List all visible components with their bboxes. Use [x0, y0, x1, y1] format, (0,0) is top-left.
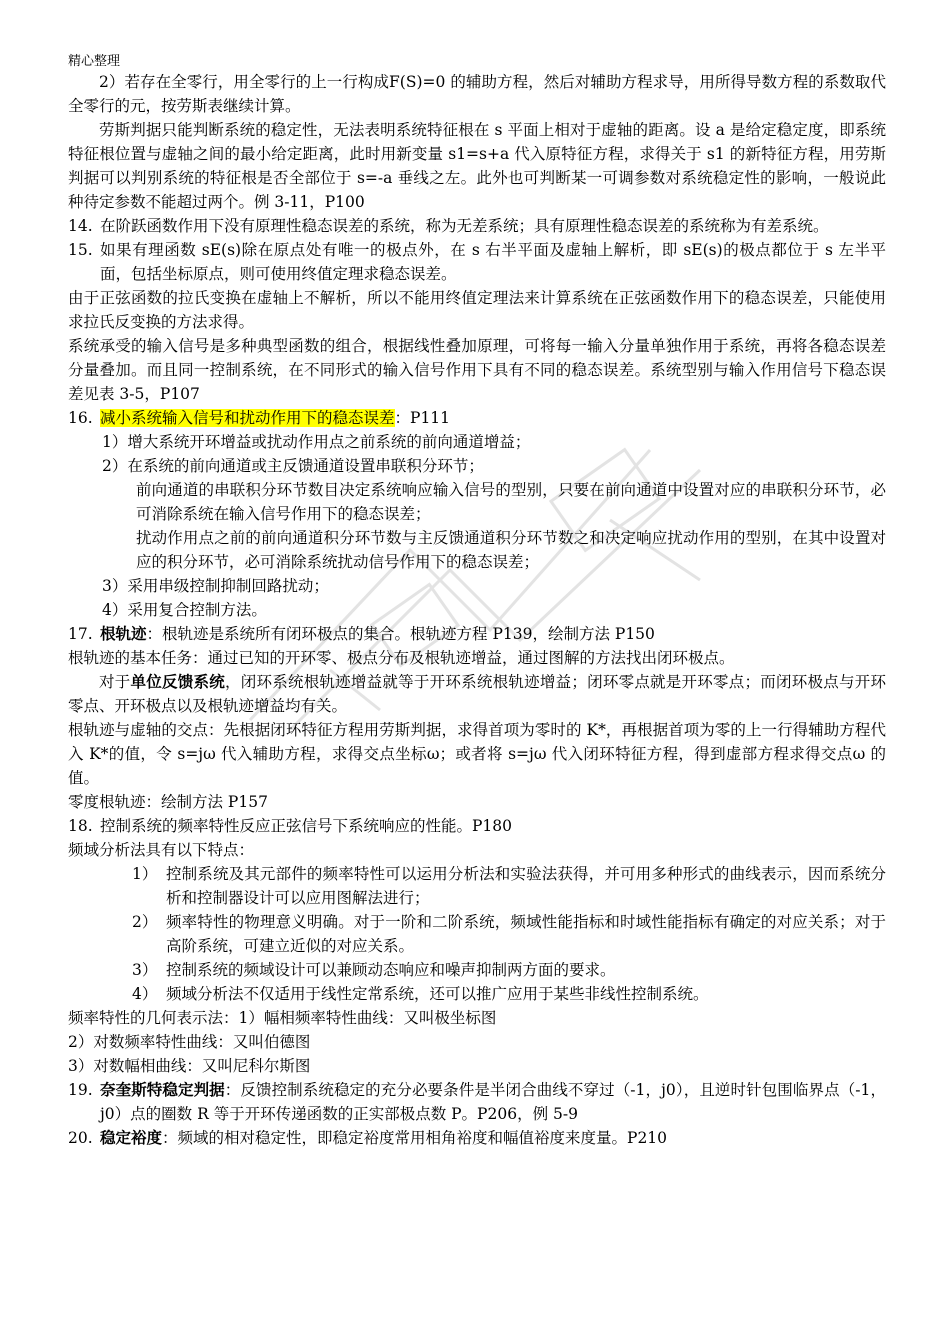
frequency-intro-paragraph: 频域分析法具有以下特点：: [68, 841, 255, 859]
feature-number: 1）: [132, 865, 158, 883]
item-text: 在阶跃函数作用下没有原理性稳态误差的系统，称为无差系统；具有原理性稳态误差的系统称为有差系统。: [100, 217, 829, 235]
bold-term: 稳定裕度: [100, 1129, 163, 1147]
bold-term: 奈奎斯特稳定判据: [100, 1081, 225, 1099]
geometric-representation-2: 2）对数频率特性曲线：又叫伯德图: [68, 1033, 311, 1051]
feature-number: 3）: [132, 961, 158, 979]
page-header: 精心整理: [68, 54, 121, 69]
feature-text: 频域分析法不仅适用于线性定常系统，还可以推广应用于某些非线性控制系统。: [166, 985, 709, 1003]
item-number: 14.: [68, 217, 93, 235]
item-text: 如果有理函数 sE(s)除在原点处有唯一的极点外，在 s 右半平面及虚轴上解析，即 sE(s)的极点都位于 s 左半平面，包括坐标原点，则可使用终值定理求稳态误差。: [100, 241, 886, 283]
bold-term: 根轨迹: [100, 625, 147, 643]
feature-text: 控制系统的频域设计可以兼顾动态响应和噪声抑制两方面的要求。: [166, 961, 616, 979]
item-text: ：反馈控制系统稳定的充分必要条件是半闭合曲线不穿过（-1，j0），且逆时针包围临界点（-1，j0）点的圈数 R 等于开环传递函数的正实部极点数 P。P206，例 5-9: [100, 1081, 886, 1123]
item16-sub2a: 前向通道的串联积分环节数目决定系统响应输入信号的型别，只要在前向通道中设置对应的串联积分环节，必可消除系统在输入信号作用下的稳态误差；: [136, 481, 886, 523]
item-number: 20.: [68, 1129, 93, 1147]
zero-degree-rl-paragraph: 零度根轨迹：绘制方法 P157: [68, 793, 268, 811]
item16-sub2: 2）在系统的前向通道或主反馈通道设置串联积分环节；: [102, 457, 484, 475]
routh-limit-paragraph: 劳斯判据只能判断系统的稳定性，无法表明系统特征根在 s 平面上相对于虚轴的距离。设 a 是给定稳定度，即系统特征根位置与虚轴之间的最小给定距离，此时用新变量 s1=s+a 代入原特征方程，求得关于 s1 的新特征方程，用劳斯判据可以判别系统的特征根是否全部位于 s=-a 垂线之左。此外也可判断某一可调参数对系统稳定性的影响，一般说此种待定参数不能超过两个。例 3-11，P100: [68, 121, 886, 211]
axis-crossing-paragraph: 根轨迹与虚轴的交点：先根据闭环特征方程用劳斯判据，求得首项为零时的 K*，再根据首项为零的上一行得辅助方程代入 K*的值，令 s=jω 代入辅助方程，求得交点坐标ω；或者将 s=jω 代入闭环特征方程，得到虚部方程求得交点ω 的值。: [68, 721, 886, 787]
superposition-paragraph: 系统承受的输入信号是多种典型函数的组合，根据线性叠加原理，可将每一输入分量单独作用于系统，再将各稳态误差分量叠加。而且同一控制系统，在不同形式的输入信号作用下具有不同的稳态误差。系统型别与输入作用信号下稳态误差见表 3-5，P107: [68, 337, 886, 403]
item-number: 18.: [68, 817, 93, 835]
item-number: 19.: [68, 1081, 93, 1099]
text-run: ，闭环系统根轨迹增益就等于开环系统根轨迹增益；闭环零点就是开环零点；而闭环极点与开环零点、开环极点以及根轨迹增益均有关。: [68, 673, 886, 715]
list-item-17: [68, 622, 886, 646]
page-reference: ：P111: [394, 409, 451, 427]
geometric-representation-3: 3）对数幅相曲线：又叫尼科尔斯图: [68, 1057, 311, 1075]
item-number: 16.: [68, 409, 93, 427]
feature-number: 4）: [132, 985, 158, 1003]
item-text: ：根轨迹是系统所有闭环极点的集合。根轨迹方程 P139，绘制方法 P150: [146, 625, 655, 643]
item-text: ：频域的相对稳定性，即稳定裕度常用相角裕度和幅值裕度来度量。P210: [162, 1129, 668, 1147]
item-number: 15.: [68, 241, 93, 259]
feature-item-3: [68, 958, 886, 982]
item16-sub1: 1）增大系统开环增益或扰动作用点之前系统的前向通道增益；: [102, 433, 531, 451]
feature-text: 频率特性的物理意义明确。对于一阶和二阶系统，频域性能指标和时域性能指标有确定的对应关系；对于高阶系统，可建立近似的对应关系。: [166, 913, 886, 955]
routh-zero-row-paragraph: 2）若存在全零行，用全零行的上一行构成F(S)=0 的辅助方程，然后对辅助方程求导，用所得导数方程的系数取代全零行的元，按劳斯表继续计算。: [68, 73, 886, 115]
list-item-18: [68, 814, 886, 838]
geometric-representation-1: 频率特性的几何表示法：1）幅相频率特性曲线：又叫极坐标图: [68, 1009, 497, 1027]
item-number: 17.: [68, 625, 93, 643]
root-locus-task-paragraph: 根轨迹的基本任务：通过已知的开环零、极点分布及根轨迹增益，通过图解的方法找出闭环极点。: [68, 649, 735, 667]
feature-text: 控制系统及其元部件的频率特性可以运用分析法和实验法获得，并可用多种形式的曲线表示，因而系统分析和控制器设计可以应用图解法进行；: [166, 865, 886, 907]
item16-sub3: 3）采用串级控制抑制回路扰动；: [102, 577, 329, 595]
list-item-14: [68, 214, 886, 238]
highlighted-heading: 减小系统输入信号和扰动作用下的稳态误差: [100, 409, 395, 427]
list-item-19: [68, 1078, 886, 1126]
list-item-15: [68, 238, 886, 286]
list-item-16: [68, 406, 886, 430]
document-body: [68, 70, 886, 1150]
item-text: 控制系统的频率特性反应正弦信号下系统响应的性能。P180: [100, 817, 513, 835]
list-item-20: [68, 1126, 886, 1150]
feature-item-4: [68, 982, 886, 1006]
feature-number: 2）: [132, 913, 158, 931]
item16-sub2b: 扰动作用点之前的前向通道积分环节数与主反馈通道积分环节数之和决定响应扰动作用的型别，在其中设置对应的积分环节，必可消除系统扰动信号作用下的稳态误差；: [136, 529, 886, 571]
bold-term: 单位反馈系统: [130, 673, 225, 691]
item16-sub4: 4）采用复合控制方法。: [102, 601, 267, 619]
unity-feedback-paragraph: [68, 670, 886, 718]
feature-item-2: [68, 910, 886, 958]
sine-note-paragraph: 由于正弦函数的拉氏变换在虚轴上不解析，所以不能用终值定理法来计算系统在正弦函数作用下的稳态误差，只能使用求拉氏反变换的方法求得。: [68, 289, 886, 331]
text-run: 对于: [99, 673, 131, 691]
feature-item-1: [68, 862, 886, 910]
